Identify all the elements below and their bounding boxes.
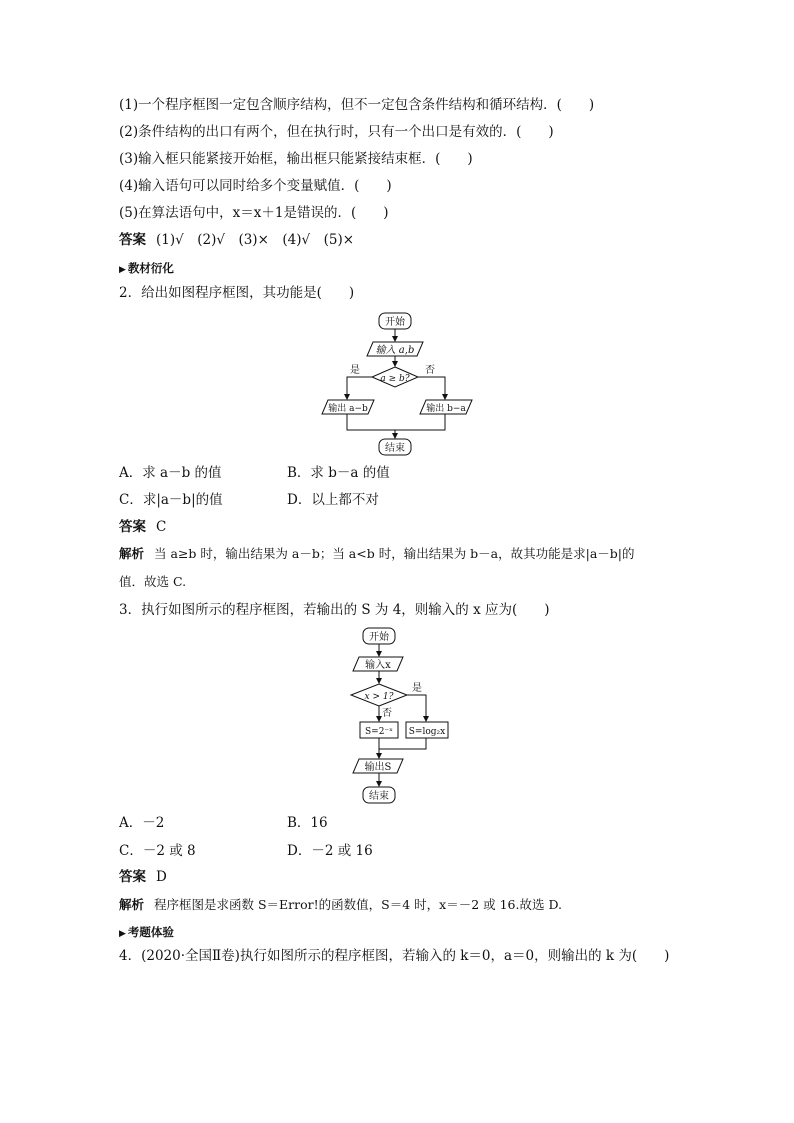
q2-option-c: C．求|a－b|的值 xyxy=(119,492,223,508)
judgment-item-1: (1)一个程序框图一定包含顺序结构，但不一定包含条件结构和循环结构．( ) xyxy=(119,97,595,113)
q3-option-d: D．－2 或 16 xyxy=(287,843,373,859)
q2-analysis-cont: 值．故选 C. xyxy=(119,574,187,589)
judgment-item-4: (4)输入语句可以同时给多个变量赋值．( ) xyxy=(119,178,392,194)
section-heading-textbook xyxy=(119,260,174,276)
q2-answer-value: C xyxy=(156,519,167,535)
q3-cond-label: x > 1? xyxy=(364,692,394,702)
q4-stem: 4．(2020·全国Ⅱ卷)执行如图所示的程序框图，若输入的 k＝0，a＝0，则输出的 k 为( ) xyxy=(119,948,670,964)
q3-yes-label: 是 xyxy=(412,683,422,694)
q3-stem: 3．执行如图所示的程序框图，若输出的 S 为 4，则输入的 x 应为( ) xyxy=(119,602,550,618)
q3-assign-right-label: S=log₂x xyxy=(408,727,446,737)
q3-no-label: 否 xyxy=(382,708,392,719)
q2-start-label: 开始 xyxy=(385,317,405,328)
answer-label: 答案 xyxy=(119,869,146,885)
q2-input-label: 输入 a,b xyxy=(375,345,415,356)
answer-1 xyxy=(119,230,354,250)
q3-answer xyxy=(119,867,167,887)
q2-cond-label: a ≥ b? xyxy=(380,374,410,384)
q3-answer-value: D xyxy=(156,869,167,885)
q3-option-b: B．16 xyxy=(287,815,328,831)
q3-option-c: C．－2 或 8 xyxy=(119,843,196,859)
answer-label: 答案 xyxy=(119,232,146,248)
q3-end-label: 结束 xyxy=(369,791,389,802)
analysis-label: 解析 xyxy=(119,546,145,561)
q3-input-label: 输入x xyxy=(365,660,391,671)
q2-analysis-text-1: 当 a≥b 时，输出结果为 a－b；当 a<b 时，输出结果为 b－a，故其功能是求|a－b|的 xyxy=(154,546,635,561)
answer-1-text: (1)√ (2)√ (3)× (4)√ (5)× xyxy=(156,232,355,248)
q3-option-a: A．－2 xyxy=(119,815,165,831)
judgment-item-5: (5)在算法语句中，x＝x＋1是错误的．( ) xyxy=(119,205,389,221)
q3-analysis-text: 程序框图是求函数 S＝Error!的函数值，S＝4 时，x＝－2 或 16.故选 D. xyxy=(154,897,562,912)
q3-assign-left-label: S=2⁻ˣ xyxy=(365,727,393,737)
triangle-marker-icon: ▶ xyxy=(119,265,126,275)
q2-end-label: 结束 xyxy=(385,443,405,454)
q2-no-label: 否 xyxy=(425,365,435,376)
triangle-marker-icon: ▶ xyxy=(119,929,126,939)
q2-out-right-label: 输出 b−a xyxy=(426,404,466,414)
q3-flowchart xyxy=(340,625,460,807)
q2-out-left-label: 输出 a−b xyxy=(328,404,368,414)
judgment-item-2: (2)条件结构的出口有两个，但在执行时，只有一个出口是有效的．( ) xyxy=(119,124,554,140)
q2-yes-label: 是 xyxy=(350,365,360,376)
section-title: 考题体验 xyxy=(127,925,174,939)
q3-analysis xyxy=(119,895,562,915)
analysis-label: 解析 xyxy=(119,897,145,912)
q2-answer xyxy=(119,517,166,537)
q3-start-label: 开始 xyxy=(369,632,389,643)
q3-output-label: 输出S xyxy=(364,762,392,773)
q2-option-d: D．以上都不对 xyxy=(287,492,379,508)
q2-stem: 2．给出如图程序框图，其功能是( ) xyxy=(119,285,355,301)
q2-option-a: A．求 a－b 的值 xyxy=(119,465,222,481)
section-title: 教材衍化 xyxy=(127,261,174,275)
q2-analysis xyxy=(119,544,635,564)
q2-option-b: B．求 b－a 的值 xyxy=(287,465,390,481)
section-heading-exam xyxy=(119,924,174,940)
answer-label: 答案 xyxy=(119,519,146,535)
q2-flowchart xyxy=(310,310,480,458)
judgment-item-3: (3)输入框只能紧接开始框，输出框只能紧接结束框．( ) xyxy=(119,151,473,167)
